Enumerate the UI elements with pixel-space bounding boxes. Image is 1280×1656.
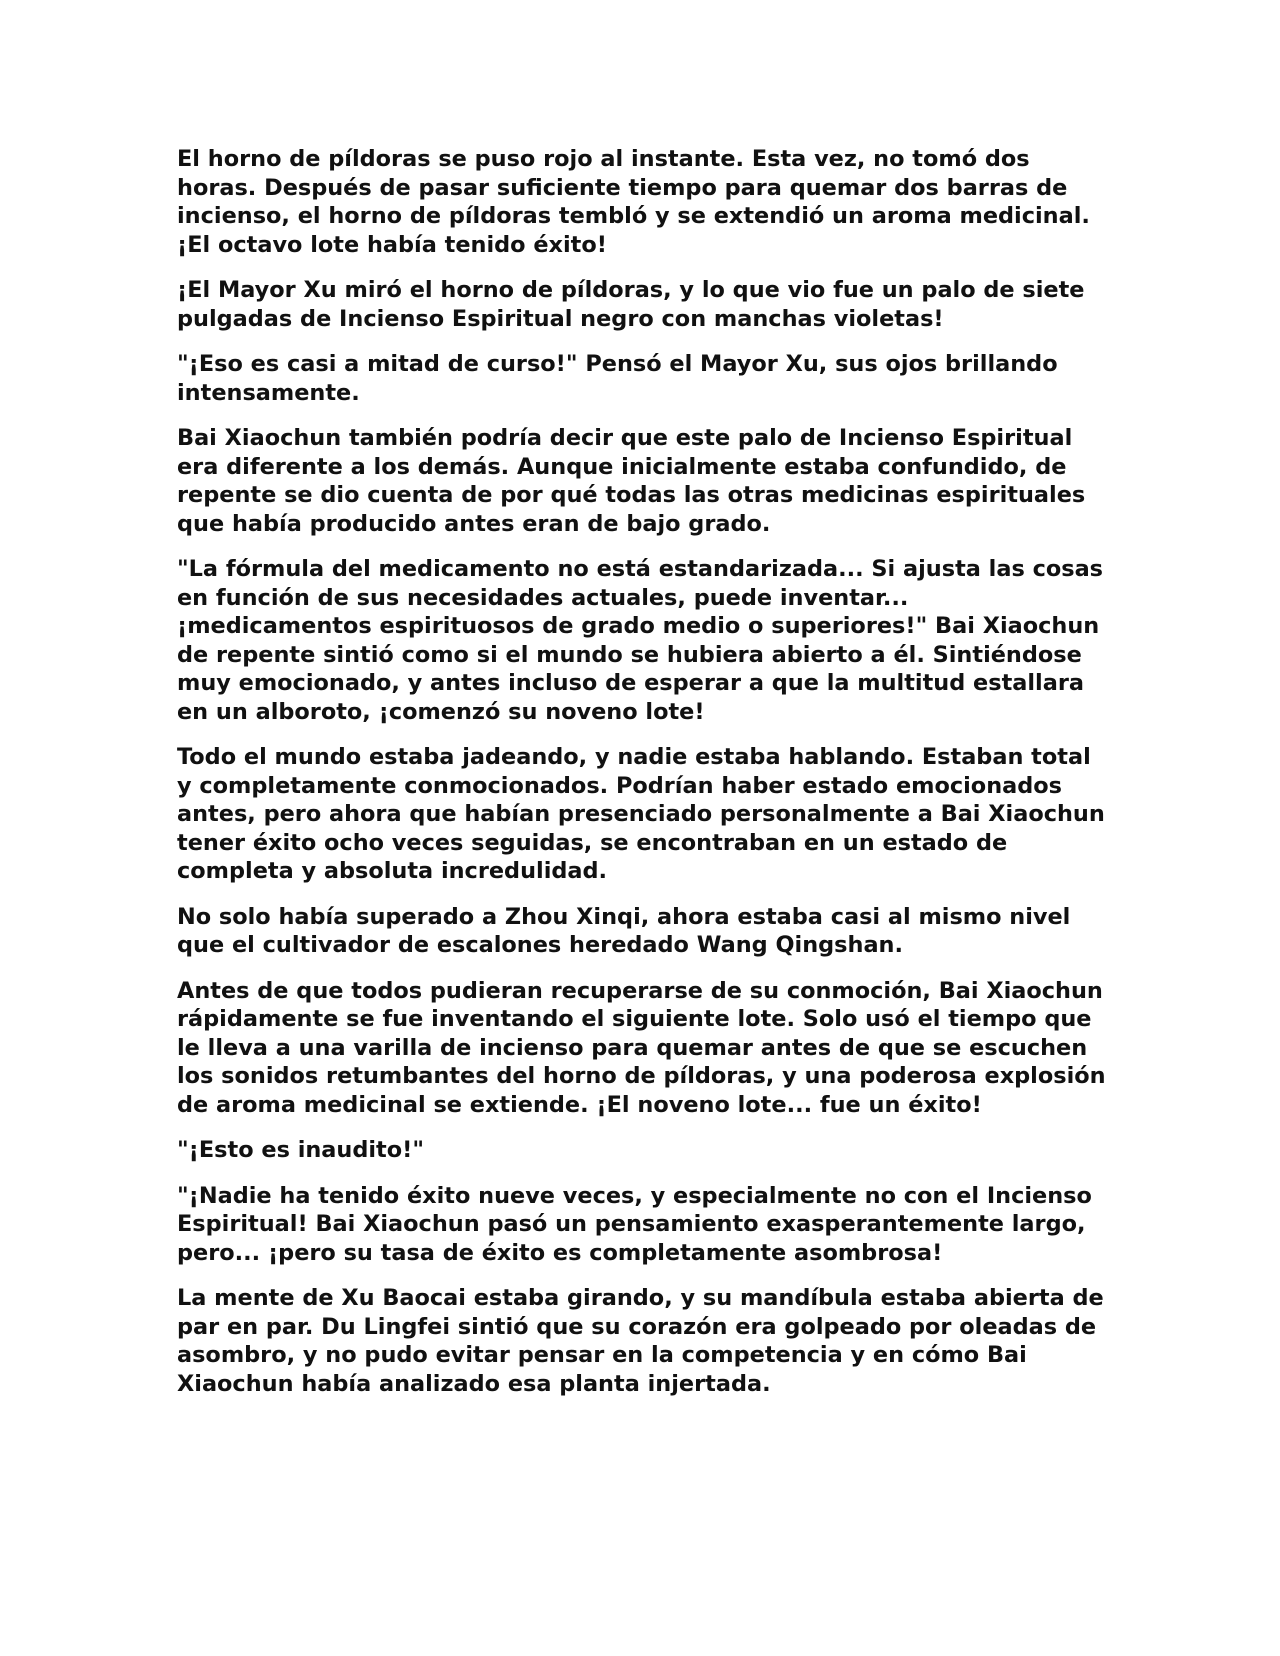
- paragraph-4: Bai Xiaochun también podría decir que este palo de Incienso Espiritual era diferente a los demás. Aunque inicialmente estaba confundido, de repente se dio cuenta de por qué todas las otras medicinas espirituales que había producido antes eran de bajo grado.: [177, 425, 1086, 537]
- paragraph-3: "¡Eso es casi a mitad de curso!" Pensó el Mayor Xu, sus ojos brillando intensamente.: [177, 351, 1058, 406]
- paragraph-5: "La fórmula del medicamento no está estandarizada... Si ajusta las cosas en función de sus necesidades actuales, puede inventar... ¡medicamentos espirituosos de grado medio o superiores!" Bai Xiaochun de repente sintió como si el mundo se hubiera abierto a él. Sintiéndose muy emocionado, y antes incluso de esperar a que la multitud estallara en un alboroto, ¡comenzó su noveno lote!: [177, 556, 1104, 725]
- paragraph-9: "¡Esto es inaudito!": [177, 1137, 425, 1163]
- document-page: [177, 145, 1107, 1415]
- paragraph-11: La mente de Xu Baocai estaba girando, y su mandíbula estaba abierta de par en par. Du Lingfei sintió que su corazón era golpeado por oleadas de asombro, y no pudo evitar pensar en la competencia y en cómo Bai Xiaochun había analizado esa planta injertada.: [177, 1285, 1104, 1397]
- paragraph-6: Todo el mundo estaba jadeando, y nadie estaba hablando. Estaban total y completamente conmocionados. Podrían haber estado emocionados antes, pero ahora que habían presenciado personalmente a Bai Xiaochun tener éxito ocho veces seguidas, se encontraban en un estado de completa y absoluta incredulidad.: [177, 744, 1105, 884]
- paragraph-10: "¡Nadie ha tenido éxito nueve veces, y especialmente no con el Incienso Espiritual! Bai Xiaochun pasó un pensamiento exasperantemente largo, pero... ¡pero su tasa de éxito es completamente asombrosa!: [177, 1182, 1092, 1266]
- paragraph-2: ¡El Mayor Xu miró el horno de píldoras, y lo que vio fue un palo de siete pulgadas de Incienso Espiritual negro con manchas violetas!: [177, 277, 1085, 332]
- paragraph-1: El horno de píldoras se puso rojo al instante. Esta vez, no tomó dos horas. Después de pasar suficiente tiempo para quemar dos barras de incienso, el horno de píldoras tembló y se extendió un aroma medicinal. ¡El octavo lote había tenido éxito!: [177, 146, 1090, 258]
- paragraph-8: Antes de que todos pudieran recuperarse de su conmoción, Bai Xiaochun rápidamente se fue inventando el siguiente lote. Solo usó el tiempo que le lleva a una varilla de incienso para quemar antes de que se escuchen los sonidos retumbantes del horno de píldoras, y una poderosa explosión de aroma medicinal se extiende. ¡El noveno lote... fue un éxito!: [177, 977, 1106, 1118]
- paragraph-7: No solo había superado a Zhou Xinqi, ahora estaba casi al mismo nivel que el cultivador de escalones heredado Wang Qingshan.: [177, 903, 1071, 958]
